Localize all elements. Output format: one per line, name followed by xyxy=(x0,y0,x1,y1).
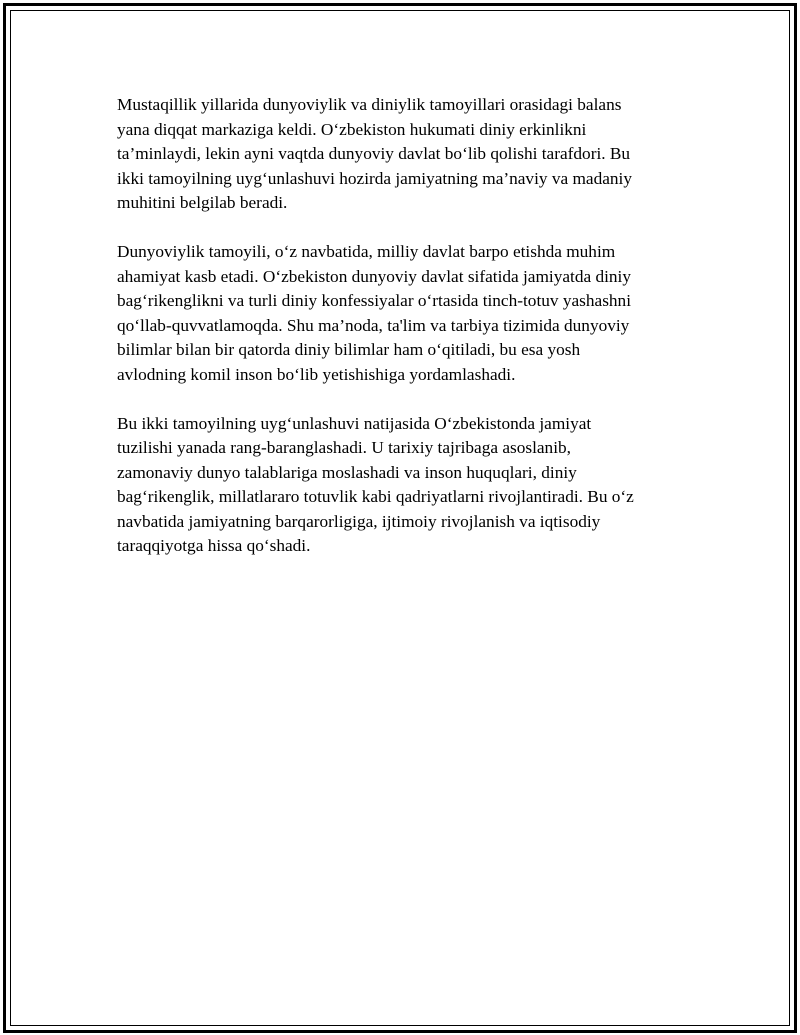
page-frame xyxy=(3,3,797,1033)
paragraph-line: Mustaqillik yillarida dunyoviylik va diniylik tamoyillari orasidagi balans xyxy=(117,95,622,114)
paragraph-line: bag‘rikenglikni va turli diniy konfessiyalar o‘rtasida tinch-totuv yashashni xyxy=(117,291,631,310)
document-body xyxy=(117,93,677,583)
paragraph-line: ikki tamoyilning uyg‘unlashuvi hozirda jamiyatning ma’naviy va madaniy xyxy=(117,168,632,188)
paragraph-line: Bu ikki tamoyilning uyg‘unlashuvi natijasida O‘zbekistonda jamiyat xyxy=(117,413,592,433)
paragraph-line: taraqqiyotga hissa qo‘shadi. xyxy=(117,536,311,555)
paragraph-line: qo‘llab-quvvatlamoqda. Shu ma’noda, ta'lim va tarbiya tizimida dunyoviy xyxy=(117,315,630,335)
paragraph-line: ta’minlaydi, lekin ayni vaqtda dunyoviy davlat bo‘lib qolishi tarafdori. Bu xyxy=(117,144,631,163)
paragraph-line: bilimlar bilan bir qatorda diniy bilimlar ham o‘qitiladi, bu esa yosh xyxy=(117,340,581,359)
paragraph-line: bag‘rikenglik, millatlararo totuvlik kabi qadriyatlarni rivojlantiradi. Bu o‘z xyxy=(117,487,634,506)
paragraph-2 xyxy=(117,240,677,387)
paragraph-line: yana diqqat markaziga keldi. O‘zbekiston hukumati diniy erkinlikni xyxy=(117,119,587,139)
paragraph-line: muhitini belgilab beradi. xyxy=(117,193,288,212)
paragraph-1 xyxy=(117,93,677,216)
paragraph-line: tuzilishi yanada rang-baranglashadi. U tarixiy tajribaga asoslanib, xyxy=(117,438,571,457)
paragraph-line: ahamiyat kasb etadi. O‘zbekiston dunyoviy davlat sifatida jamiyatda diniy xyxy=(117,266,631,286)
paragraph-line: Dunyoviylik tamoyili, o‘z navbatida, milliy davlat barpo etishda muhim xyxy=(117,242,616,261)
paragraph-line: zamonaviy dunyo talablariga moslashadi va inson huquqlari, diniy xyxy=(117,462,577,482)
paragraph-line: navbatida jamiyatning barqarorligiga, ijtimoiy rivojlanish va iqtisodiy xyxy=(117,511,601,531)
paragraph-line: avlodning komil inson bo‘lib yetishishiga yordamlashadi. xyxy=(117,364,516,384)
paragraph-3 xyxy=(117,412,677,559)
